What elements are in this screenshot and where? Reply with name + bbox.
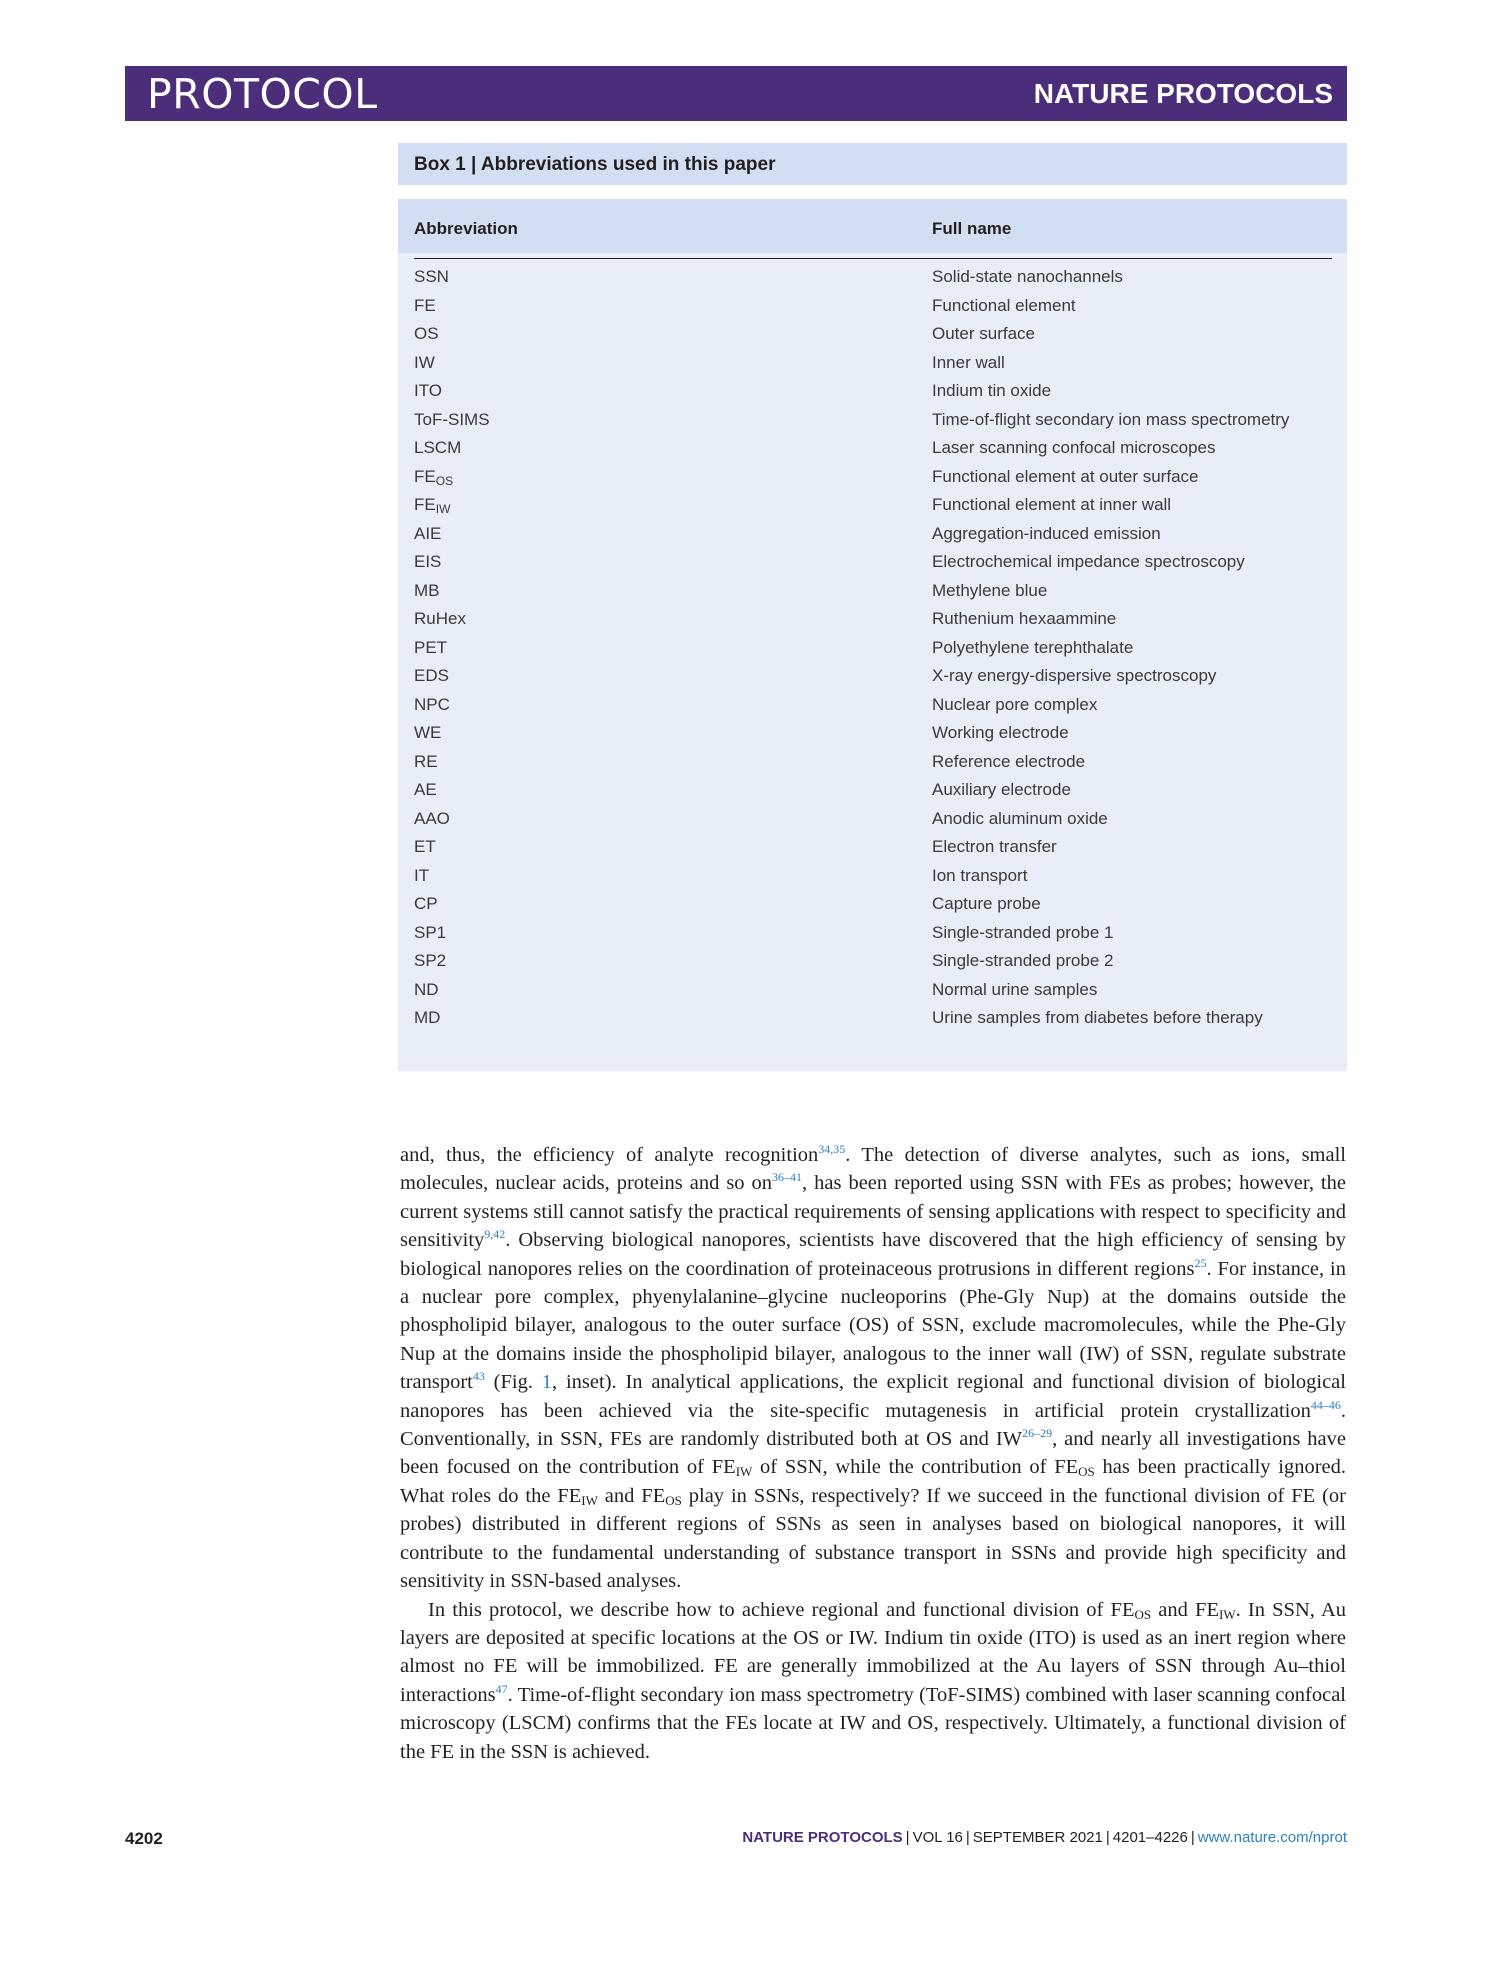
- text-run: has been practically ignored. What roles do the FE: [400, 1456, 1347, 1507]
- full-name-cell: Working electrode: [932, 723, 1069, 742]
- footer-pages: 4201–4226: [1112, 1829, 1188, 1846]
- subscript: IW: [1218, 1606, 1236, 1622]
- full-name-cell: Indium tin oxide: [932, 381, 1052, 400]
- text-run: play in SSNs, respectively? If we succeed in the functional division of FE (or probes) distributed in different regions of SSNs as seen in analyses based on biological nanopores, it will contribute to the fundamental understanding of substance transport in SSNs and provide high specificity and sensitivity in SSN-based analyses.: [400, 1484, 1346, 1593]
- page-header: [125, 66, 1347, 121]
- footer-citation: NATURE PROTOCOLS | VOL 16 | SEPTEMBER 2021 | 4201–4226 | www.nature.com/nprot: [742, 1829, 1347, 1846]
- subscript: IW: [581, 1492, 598, 1508]
- footer-journal: NATURE PROTOCOLS: [742, 1829, 903, 1846]
- table-row: [414, 919, 1334, 948]
- body-paragraph: [400, 1141, 1346, 1596]
- table-rule: [414, 258, 1332, 259]
- text-run: , and nearly all investigations have been focused on the contribution of FE: [400, 1428, 1346, 1479]
- table-row: [414, 890, 1334, 919]
- abbreviation-cell: $FE_{IW}$: [414, 495, 451, 516]
- full-name-cell: Ion transport: [932, 865, 1028, 885]
- full-name-cell: Aggregation-induced emission: [932, 523, 1161, 543]
- table-row: [414, 833, 1334, 862]
- full-name-cell: Normal urine samples: [932, 979, 1098, 999]
- full-name-cell: Polyethylene terephthalate: [932, 637, 1134, 657]
- box-title: Box 1 | Abbreviations used in this paper: [414, 154, 776, 175]
- table-row: [414, 947, 1334, 976]
- box-separator: [398, 185, 1347, 199]
- full-name-cell: Anodic aluminum oxide: [932, 808, 1108, 828]
- abbreviation-cell: ToF-SIMS: [414, 409, 490, 429]
- abbreviation-cell: ITO: [414, 381, 443, 400]
- abbreviation-cell: IT: [414, 865, 430, 885]
- table-row: [414, 377, 1334, 406]
- page-number: 4202: [125, 1829, 163, 1848]
- citation-superscript[interactable]: 9,42: [484, 1227, 506, 1242]
- text-run: . In SSN, Au layers are deposited at specific locations at the OS or IW. Indium tin oxide (ITO) is used as an inert region where almost no FE will be immobilized. FE are generally immobilized at the Au layers of SSN through Au–thiol interactions: [400, 1598, 1346, 1706]
- subscript: OS: [1078, 1464, 1095, 1480]
- table-row: [414, 577, 1334, 606]
- text-run: and, thus, the efficiency of analyte recognition: [400, 1144, 819, 1166]
- journal-name: NATURE PROTOCOLS: [1033, 78, 1333, 109]
- full-name-cell: Methylene blue: [932, 580, 1048, 600]
- full-name-cell: Electrochemical impedance spectroscopy: [932, 552, 1245, 571]
- table-row: [414, 520, 1334, 549]
- text-run: , inset). In analytical applications, the explicit regional and functional division of biological nanopores has been achieved via the site-specific mutagenesis in artificial protein crystallization: [400, 1371, 1346, 1422]
- text-run: . Conventionally, in SSN, FEs are randomly distributed both at OS and IW: [400, 1399, 1346, 1451]
- abbreviation-cell: AE: [414, 780, 437, 799]
- text-run: (Fig.: [484, 1371, 542, 1394]
- full-name-cell: Functional element at outer surface: [932, 466, 1199, 486]
- table-row: [414, 805, 1334, 834]
- table-row: [414, 491, 1334, 520]
- citation-superscript[interactable]: 25: [1194, 1255, 1207, 1270]
- full-name-cell: X-ray energy-dispersive spectroscopy: [932, 666, 1217, 685]
- abbreviation-cell: $FE_{OS}$: [414, 466, 454, 488]
- section-label: PROTOCOL: [147, 70, 378, 118]
- body-paragraph: [400, 1596, 1346, 1766]
- text-run: . Observing biological nanopores, scientists have discovered that the high efficiency of sensing by biological nanopores relies on the coordination of proteinaceous protrusions in different regions: [400, 1229, 1346, 1280]
- abbreviation-cell: SP1: [414, 922, 447, 942]
- abbreviation-cell: LSCM: [414, 438, 462, 457]
- citation-superscript[interactable]: 44–46: [1310, 1397, 1341, 1412]
- full-name-cell: Solid-state nanochannels: [932, 267, 1123, 286]
- table-row: [414, 662, 1334, 691]
- col-header-abbreviation: Abbreviation: [414, 219, 518, 238]
- abbreviation-cell: WE: [414, 723, 442, 742]
- table-row: [414, 976, 1334, 1005]
- table-row: [414, 862, 1334, 891]
- footer-volume: VOL 16: [912, 1829, 963, 1846]
- table-row: [414, 263, 1334, 292]
- full-name-cell: Reference electrode: [932, 751, 1086, 771]
- full-name-cell: Inner wall: [932, 352, 1005, 372]
- table-row: [414, 1004, 1334, 1033]
- footer-url[interactable]: www.nature.com/nprot: [1197, 1829, 1347, 1846]
- full-name-cell: Functional element: [932, 295, 1076, 315]
- full-name-cell: Single-stranded probe 2: [932, 951, 1114, 970]
- table-body: [414, 263, 1334, 1033]
- table-row: [414, 691, 1334, 720]
- text-run: and FE: [597, 1484, 666, 1507]
- text-run: of SSN, while the contribution of FE: [752, 1456, 1079, 1479]
- full-name-cell: Capture probe: [932, 894, 1041, 913]
- text-run: , has been reported using SSN with FEs as probes; however, the current systems still cannot satisfy the practical requirements of sensing applications with respect to specificity and sensitivity: [400, 1172, 1346, 1252]
- table-header: [398, 199, 1347, 253]
- text-run: . Time-of-flight secondary ion mass spectrometry (ToF-SIMS) combined with laser scanning confocal microscopy (LSCM) confirms that the FEs locate at IW and OS, respectively. Ultimately, a functional division of the FE in the SSN is achieved.: [400, 1683, 1346, 1763]
- text-run: and FE: [1151, 1598, 1219, 1621]
- abbreviation-cell: OS: [414, 324, 439, 343]
- subscript: OS: [1134, 1606, 1152, 1622]
- full-name-cell: Time-of-flight secondary ion mass spectrometry: [932, 409, 1290, 429]
- abbreviation-cell: AIE: [414, 523, 442, 543]
- full-name-cell: Urine samples from diabetes before therapy: [932, 1008, 1263, 1027]
- full-name-cell: Single-stranded probe 1: [932, 922, 1114, 942]
- citation-superscript[interactable]: 43: [472, 1369, 485, 1384]
- full-name-cell: Ruthenium hexaammine: [932, 609, 1117, 628]
- full-name-cell: Electron transfer: [932, 837, 1057, 856]
- table-row: [414, 719, 1334, 748]
- abbreviation-cell: RE: [414, 751, 438, 771]
- full-name-cell: Auxiliary electrode: [932, 780, 1071, 799]
- abbreviation-cell: MD: [414, 1008, 441, 1027]
- table-row: [414, 406, 1334, 435]
- citation-superscript[interactable]: 36–41: [772, 1170, 803, 1185]
- table-row: [414, 463, 1334, 492]
- citation-superscript[interactable]: 47: [495, 1681, 508, 1696]
- table-row: [414, 605, 1334, 634]
- abbreviation-cell: MB: [414, 580, 440, 600]
- col-header-full-name: Full name: [932, 219, 1012, 238]
- text-run: In this protocol, we describe how to achieve regional and functional division of FE: [428, 1598, 1135, 1621]
- abbreviation-cell: PET: [414, 637, 448, 657]
- full-name-cell: Laser scanning confocal microscopes: [932, 438, 1216, 457]
- text-run: . For instance, in a nuclear pore complex, phyenylalanine–glycine nucleoporins (Phe-Gly Nup) at the domains outside the phospholipid bilayer, analogous to the outer surface (OS) of SSN, exclude macromolecules, while the Phe-Gly Nup at the domains inside the phospholipid bilayer, analogous to the inner wall (IW) of SSN, regulate substrate transport: [400, 1257, 1346, 1394]
- abbreviation-cell: NPC: [414, 694, 450, 714]
- footer-date: SEPTEMBER 2021: [972, 1829, 1103, 1846]
- table-row: [414, 634, 1334, 663]
- table-row: [414, 776, 1334, 805]
- abbreviation-cell: EDS: [414, 666, 449, 685]
- table-row: [414, 292, 1334, 321]
- abbreviation-cell: IW: [414, 352, 435, 372]
- table-row: [414, 349, 1334, 378]
- box-title-bar: [398, 143, 1347, 185]
- abbreviation-cell: SSN: [414, 267, 449, 286]
- citation-superscript[interactable]: 34,35: [818, 1142, 846, 1156]
- abbreviations-box: [398, 143, 1347, 1071]
- subscript: OS: [665, 1492, 682, 1508]
- abbreviation-cell: CP: [414, 894, 438, 913]
- abbreviation-cell: ET: [414, 837, 436, 856]
- citation-superscript[interactable]: 26–29: [1022, 1426, 1053, 1441]
- abbreviation-cell: RuHex: [414, 609, 466, 628]
- abbreviation-cell: FE: [414, 295, 436, 315]
- figure-reference-link[interactable]: 1: [541, 1371, 553, 1394]
- table-row: [414, 434, 1334, 463]
- full-name-cell: Functional element at inner wall: [932, 495, 1172, 514]
- text-run: . The detection of diverse analytes, such as ions, small molecules, nuclear acids, proteins and so on: [400, 1144, 1346, 1195]
- table-row: [414, 548, 1334, 577]
- abbreviation-cell: AAO: [414, 808, 450, 828]
- table-row: [414, 320, 1334, 349]
- full-name-cell: Outer surface: [932, 324, 1035, 343]
- full-name-cell: Nuclear pore complex: [932, 694, 1098, 714]
- table-row: [414, 748, 1334, 777]
- abbreviation-cell: SP2: [414, 951, 447, 970]
- subscript: IW: [735, 1464, 753, 1480]
- abbreviation-cell: EIS: [414, 552, 442, 571]
- abbreviation-cell: ND: [414, 979, 439, 999]
- body-text: [400, 1141, 1346, 1766]
- abbreviation-subscript: IW: [435, 502, 451, 516]
- abbreviation-subscript: OS: [435, 473, 454, 488]
